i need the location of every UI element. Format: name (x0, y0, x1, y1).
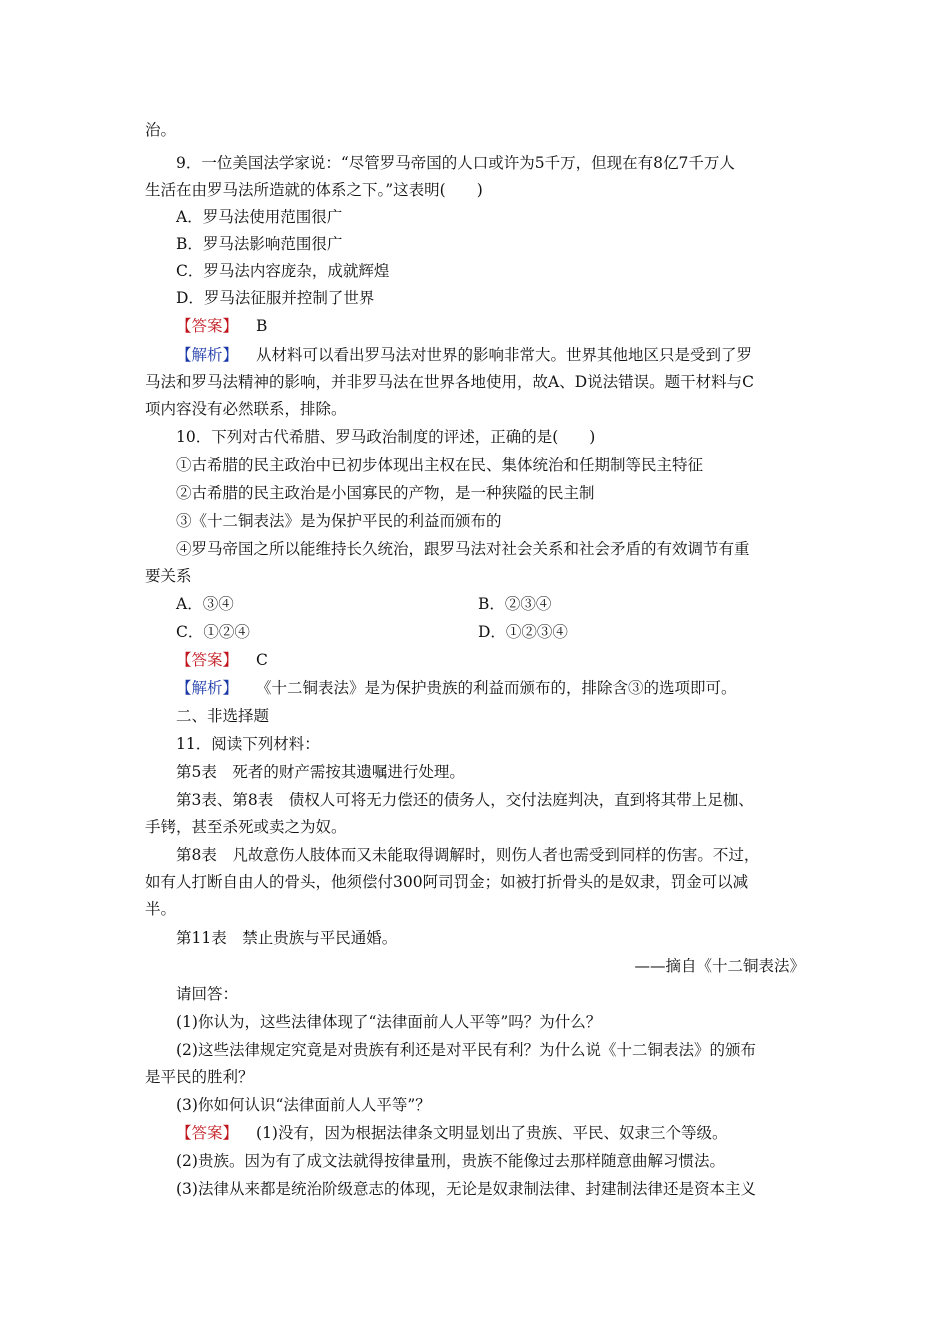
material-line: 第11表 禁止贵族与平民通婚。 (176, 929, 398, 947)
options-row (176, 591, 810, 617)
statement-3: ③《十二铜表法》是为保护平民的利益而颁布的 (176, 512, 502, 530)
material-line: 如有人打断自由人的骨头，他须偿付300阿司罚金；如被打折骨头的是奴隶，罚金可以减 (145, 873, 749, 891)
sub-question-3: (3)你如何认识“法律面前人人平等”？ (176, 1096, 431, 1114)
answer-text: (2)贵族。因为有了成文法就得按律量刑，贵族不能像过去那样随意曲解习惯法。 (176, 1152, 725, 1170)
text-line: 生活在由罗马法所造就的体系之下。”这表明( ) (145, 181, 483, 199)
prompt-line: 请回答： (176, 985, 239, 1003)
option-c: C．①②④ (176, 623, 250, 641)
analysis-line (176, 675, 810, 701)
statement-4: ④罗马帝国之所以能维持长久统治，跟罗马法对社会关系和社会矛盾的有效调节有重 (176, 540, 750, 558)
statement-2: ②古希腊的民主政治是小国寡民的产物，是一种狭隘的民主制 (176, 484, 595, 502)
text-line: 马法和罗马法精神的影响，并非罗马法在世界各地使用，故A、D说法错误。题干材料与C (145, 373, 754, 391)
option-a: A．③④ (176, 595, 234, 613)
question-10: 10．下列对古代希腊、罗马政治制度的评述，正确的是( ) (176, 428, 596, 446)
options-row (176, 619, 810, 645)
option-b: B．②③④ (478, 595, 552, 613)
material-line: 第8表 凡故意伤人肢体而又未能取得调解时，则伤人者也需受到同样的伤害。不过， (176, 846, 760, 864)
text-line: 要关系 (145, 567, 192, 585)
sub-question-2: (2)这些法律规定究竟是对贵族有利还是对平民有利？为什么说《十二铜表法》的颁布 (176, 1041, 756, 1059)
sub-question-1: (1)你认为，这些法律体现了“法律面前人人平等”吗？为什么？ (176, 1013, 602, 1031)
section-heading: 二、非选择题 (176, 707, 270, 725)
answer-line (176, 313, 810, 339)
material-line: 第5表 死者的财产需按其遗嘱进行处理。 (176, 763, 465, 781)
text-line: 是平民的胜利？ (145, 1068, 254, 1086)
text-line: 治。 (145, 121, 177, 139)
answer-value: C (256, 651, 268, 669)
statement-1: ①古希腊的民主政治中已初步体现出主权在民、集体统治和任期制等民主特征 (176, 456, 704, 474)
analysis-line (176, 342, 810, 368)
source-citation: ——摘自《十二铜表法》 (634, 957, 805, 975)
option-b: B．罗马法影响范围很广 (176, 235, 343, 253)
option-a: A．罗马法使用范围很广 (176, 208, 343, 226)
answer-line (176, 1120, 810, 1146)
answer-line (176, 647, 810, 673)
analysis-text: 《十二铜表法》是为保护贵族的利益而颁布的，排除含③的选项即可。 (256, 679, 737, 697)
option-d: D．罗马法征服并控制了世界 (176, 289, 375, 307)
text-line: 项内容没有必然联系，排除。 (145, 400, 347, 418)
answer-value: (1)没有，因为根据法律条文明显划出了贵族、平民、奴隶三个等级。 (256, 1124, 728, 1142)
question-9: 9．一位美国法学家说：“尽管罗马帝国的人口或许为5千万，但现在有8亿7千万人 (176, 154, 735, 172)
option-c: C．罗马法内容庞杂，成就辉煌 (176, 262, 390, 280)
answer-tag: 【答案】 (176, 317, 239, 335)
option-d: D．①②③④ (478, 623, 568, 641)
material-line: 第3表、第8表 债权人可将无力偿还的债务人，交付法庭判决，直到将其带上足枷、 (176, 791, 754, 809)
analysis-text: 从材料可以看出罗马法对世界的影响非常大。世界其他地区只是受到了罗 (256, 346, 753, 364)
material-line: 手铐，甚至杀死或卖之为奴。 (145, 818, 347, 836)
material-line: 半。 (145, 900, 177, 918)
answer-text: (3)法律从来都是统治阶级意志的体现，无论是奴隶制法律、封建制法律还是资本主义 (176, 1180, 756, 1198)
answer-tag: 【答案】 (176, 1124, 239, 1142)
analysis-tag: 【解析】 (176, 679, 239, 697)
answer-tag: 【答案】 (176, 651, 239, 669)
question-11: 11．阅读下列材料： (176, 735, 320, 753)
analysis-tag: 【解析】 (176, 346, 239, 364)
answer-value: B (256, 317, 268, 335)
